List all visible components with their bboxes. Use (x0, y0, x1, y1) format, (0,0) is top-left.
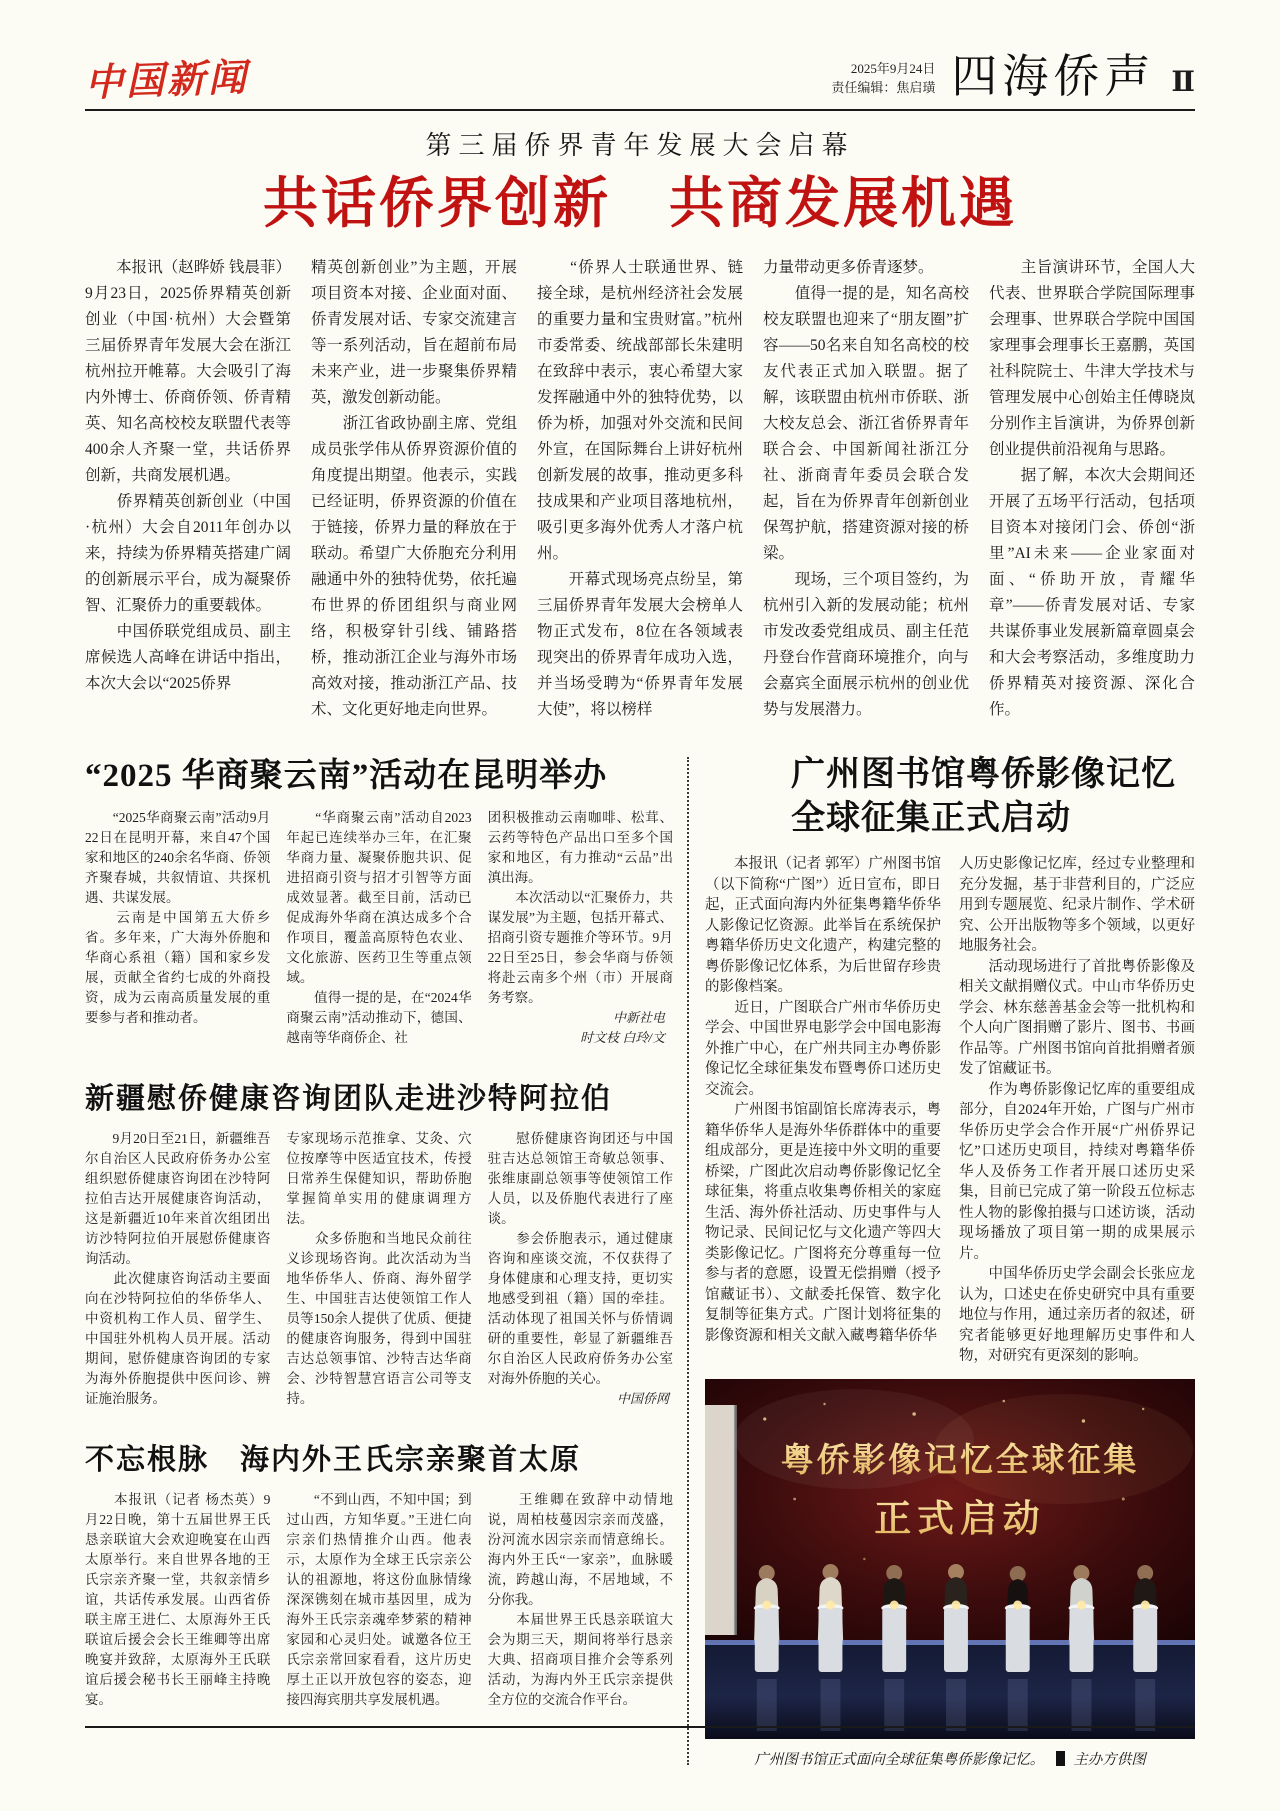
header-right (831, 51, 1195, 102)
lead-kicker: 第三届侨界青年发展大会启幕 (425, 131, 855, 160)
wang-columns (85, 1490, 673, 1710)
lead-column-4: 力量带动更多侨青逐梦。 值得一提的是，知名高校校友联盟也迎来了“朋友圈”扩容——50名来自知名高校的校友代表正式加入联盟。据了解，该联盟由杭州市侨联、浙大校友总会、浙江省侨界青年联合会、中国新闻社浙江分社、浙商青年委员会联合发起，旨在为侨界青年创新创业保驾护航，搭建资源对接的桥梁。 现场，三个项目签约，为杭州引入新的发展动能；杭州市发改委党组成员、副主任范丹登台作营商环境推介，向与会嘉宾全面展示杭州的创业优势与发展潜力。 (763, 259, 969, 719)
photo-caption-credit: 主办方供图 (1073, 1751, 1146, 1768)
yunnan-column-2: “华商聚云南”活动自2023年起已连续举办三年，在汇聚华商力量、凝聚侨胞共识、促进招商引资与招才引智等方面成效显著。截至目前，活动已促成海外华商在滇达成多个合作项目，覆盖高原特色农业、文化旅游、医药卫生等重点领域。 值得一提的是，在“2024华商聚云南”活动推动下，德国、越南等华商侨企、社 (286, 810, 472, 1046)
lead-column-5: 主旨演讲环节，全国人大代表、世界联合学院国际理事会理事、世界联合学院中国国家理事会理事长王嘉鹏，英国社科院院士、牛津大学技术与管理发展中心创始主任傅晓岚分别作主旨演讲，为侨界创新创业提供前沿视角与思路。 据了解，本次大会期间还开展了五场平行活动，包括项目资本对接闭门会、侨创“浙里”AI未来——企业家面对面、“侨助开放，青耀华章”——侨青发展对话、专家共谋侨事业发展新篇章圆桌会和大会考察活动，多维度助力侨界精英对接资源、深化合作。 (989, 259, 1195, 719)
lead-article (85, 125, 1195, 723)
lead-column-3: “侨界人士联通世界、链接全球，是杭州经济社会发展的重要力量和宝贵财富。”杭州市委常委、统战部部长朱建明在致辞中表示，衷心希望大家发挥融通中外的独特优势，以侨为桥，加强对外交流和民间外宣，在国际舞台上讲好杭州创新发展的故事，推动更多科技成果和产业项目落地杭州，吸引更多海外优秀人才落户杭州。 开幕式现场亮点纷呈，第三届侨界青年发展大会榜单人物正式发布，8位在各领域表现突出的侨界青年成功入选，并当场受聘为“侨界青年发展大使”，将以榜样 (537, 259, 743, 719)
ceremony-photo-figure (705, 1379, 1195, 1769)
wang-column-2: “不到山西，不知中国；到过山西，方知华夏。”王进仁向宗亲们热情推介山西。他表示，太原作为全球王氏宗亲公认的祖源地，将这份血脉情缘深深镌刻在城市基因里，成为海外王氏宗亲魂牵梦萦的精神家园和心灵归处。诚邀各位王氏宗亲常回家看看，这片历史厚土正以开放包容的姿态，迎接四海宾朋共享发展机遇。 (286, 1492, 472, 1708)
xinjiang-headline: 新疆慰侨健康咨询团队走进沙特阿拉伯 (85, 1083, 613, 1116)
section-title: 四海侨声 (951, 51, 1156, 102)
guangzhou-column-1: 本报讯（记者 郭军）广州图书馆（以下简称“广图”）近日宣布，即日起，正式面向海内外征集粤籍华侨华人影像记忆资源。此举旨在系统保护粤籍华侨历史文化遗产，构建完整的粤侨影像记忆体系，为后世留存珍贵的影像档案。 近日，广图联合广州市华侨历史学会、中国世界电影学会中国电影海外推广中心，在广州共同主办粤侨影像记忆全球征集发布暨粤侨口述历史交流会。 广州图书馆副馆长席涛表示，粤籍华侨华人是海外华侨群体中的重要组成部分，更是连接中外文明的重要桥梁，广图此次启动粤侨影像记忆全球征集，将重点收集粤侨相关的家庭生活、海外侨社活动、历史事件与人物记录、民间记忆与文化遗产等四大类影像记忆。广图将充分尊重每一位参与者的意愿，设置无偿捐赠（授予馆藏证书）、文献委托保管、数字化复制等征集方式。广图计划将征集的影像资源和相关文献入藏粤籍华侨华 (705, 856, 941, 1344)
lead-columns (85, 255, 1195, 723)
article-yunnan (85, 749, 673, 1048)
page-header (84, 44, 1195, 105)
xinjiang-credit: 中国侨网 (616, 1391, 669, 1407)
guangzhou-column-2: 人历史影像记忆库，经过专业整理和充分发掘，基于非营利目的，广泛应用到专题展览、纪录片制作、学术研究、公开出版物等多个领域，以更好地服务社会。 活动现场进行了首批粤侨影像及相关文献捐赠仪式。中山市华侨历史学会、林东慈善基金会等一批机构和个人向广图捐赠了影片、图书、书画作品等。广州图书馆向首批捐赠者颁发了馆藏证书。 作为粤侨影像记忆库的重要组成部分，自2024年开始，广图与广州市华侨历史学会合作开展“广州侨界记忆”口述历史项目，持续对粤籍华侨华人及侨务工作者开展口述历史采集，目前已完成了第一阶段五位标志性人物的影像拍摄与口述访谈，活动现场播放了项目第一期的成果展示片。 中国华侨历史学会副会长张应龙认为，口述史在侨史研究中具有重要地位与作用，通过亲历者的叙述，研究者能够更好地理解历史事件和人物，对研究有更深刻的影响。 (959, 856, 1195, 1365)
yunnan-column-1: “2025华商聚云南”活动9月22日在昆明开幕，来自47个国家和地区的240余名华商、侨领齐聚春城，共叙情谊、共探机遇、共谋发展。 云南是中国第五大侨乡省。多年来，广大海外侨胞和华商心系祖（籍）国和家乡发展，贡献全省约七成的外商投资，成为云南高质量发展的重要参与者和推动者。 (85, 810, 271, 1026)
page-number-marker: Ⅱ (1171, 67, 1195, 98)
article-wang (85, 1437, 673, 1710)
xinjiang-column-2: 专家现场示范推拿、艾灸、穴位按摩等中医适宜技术，传授日常养生保健知识，帮助侨胞掌握简单实用的健康调理方法。 众多侨胞和当地民众前往义诊现场咨询。此次活动为当地华侨华人、侨商、海外留学生、中国驻吉达使领馆工作人员等150余人提供了优质、便捷的健康咨询服务，得到中国驻吉达总领事馆、沙特吉达华商会、沙特智慧宫语言公司等支持。 (286, 1131, 472, 1407)
yunnan-byline-agency: 中新社电 (612, 1010, 665, 1026)
photo-caption-text: 广州图书馆正式面向全球征集粤侨影像记忆。 (754, 1751, 1045, 1768)
xinjiang-column-1: 9月20日至21日，新疆维吾尔自治区人民政府侨务办公室组织慰侨健康咨询团在沙特阿拉伯吉达开展健康咨询活动，这是新疆近10年来首次组团出访沙特阿拉伯开展慰侨健康咨询活动。 此次健康咨询活动主要面向在沙特阿拉伯的华侨华人、中资机构工作人员、留学生、中国驻外机构人员开展。活动期间，慰侨健康咨询团的专家为海外侨胞提供中医问诊、辨证施治服务。 (85, 1131, 271, 1407)
photo-banner-line2: 正式启动 (874, 1497, 1046, 1539)
yunnan-headline: “2025 华商聚云南”活动在昆明举办 (85, 758, 608, 795)
yunnan-column-3 (488, 808, 673, 1048)
wang-headline: 不忘根脉 海内外王氏宗亲聚首太原 (85, 1444, 582, 1477)
guangzhou-columns (705, 854, 1195, 1367)
masthead-logo: 中国新闻 (84, 57, 250, 105)
publish-date: 2025年9月24日 (850, 61, 936, 76)
yunnan-byline-authors: 时文枝 白玲/文 (580, 1030, 665, 1046)
ceremony-photo (705, 1379, 1195, 1739)
yunnan-column-3-text: 团积极推动云南咖啡、松茸、云药等特色产品出口至多个国家和地区，有力推动“云品”出滇出海。 本次活动以“汇聚侨力，共谋发展”为主题，包括开幕式、招商引资专题推介等环节。9月22日至25日，参会华商与侨领将赴云南多个州（市）开展商务考察。 (487, 810, 673, 1006)
vertical-dotted-divider (687, 757, 689, 1765)
caption-square-icon (1056, 1751, 1065, 1766)
editor-line: 责任编辑：焦启璜 (831, 80, 936, 95)
article-guangzhou (705, 753, 1195, 1769)
photo-banner-line1: 粤侨影像记忆全球征集 (780, 1442, 1140, 1479)
yunnan-columns (85, 808, 673, 1048)
lead-column-1: 本报讯（赵晔娇 钱晨菲）9月23日，2025侨界精英创新创业（中国·杭州）大会暨第三届侨界青年发展大会在浙江杭州拉开帷幕。大会吸引了海内外博士、侨商侨领、侨青精英、知名高校校友联盟代表等400余人齐聚一堂，共话侨界创新，共商发展机遇。 侨界精英创新创业（中国·杭州）大会自2011年创办以来，持续为侨界精英搭建广阔的创新展示平台，成为凝聚侨智、汇聚侨力的重要载体。 中国侨联党组成员、副主席候选人高峰在讲话中指出，本次大会以“2025侨界 (85, 259, 291, 693)
stage-screen (705, 1405, 735, 1635)
guangzhou-headline (705, 753, 1195, 840)
photo-caption (705, 1748, 1195, 1769)
lower-section (85, 749, 1195, 1769)
guangzhou-headline-line2: 全球征集正式启动 (791, 799, 1071, 837)
bottom-rule (85, 1726, 1195, 1728)
left-region (85, 749, 673, 1769)
right-region (705, 749, 1195, 1769)
date-editor-block (831, 59, 935, 100)
guangzhou-headline-line1: 广州图书馆粤侨影像记忆 (791, 756, 1176, 794)
wang-column-1: 本报讯（记者 杨杰英）9月22日晚，第十五届世界王氏恳亲联谊大会欢迎晚宴在山西太原举行。来自世界各地的王氏宗亲齐聚一堂，共叙亲情乡谊，共话传承发展。山西省侨联主席王进仁、太原海外王氏联谊后援会会长王维卿等出席晚宴并致辞，太原海外王氏联谊后援会秘书长王丽峰主持晚宴。 (85, 1492, 271, 1708)
xinjiang-column-3 (488, 1129, 673, 1409)
xinjiang-columns (85, 1129, 673, 1409)
article-xinjiang (85, 1076, 673, 1409)
xinjiang-column-3-text: 慰侨健康咨询团还与中国驻吉达总领馆王奇敏总领事、张维康副总领事等使领馆工作人员，以及侨胞代表进行了座谈。 参会侨胞表示，通过健康咨询和座谈交流，不仅获得了身体健康和心理支持，更切实地感受到祖（籍）国的牵挂。活动体现了祖国关怀与侨情调研的重要性，彰显了新疆维吾尔自治区人民政府侨务办公室对海外侨胞的关心。 (487, 1131, 673, 1387)
header-rule (85, 109, 1195, 111)
wang-column-3: 王维卿在致辞中动情地说，周柏枝蔓因宗亲而茂盛，汾河流水因宗亲而情意绵长。海内外王氏“一家亲”，血脉暖流，跨越山海，不居地域，不分你我。 本届世界王氏恳亲联谊大会为期三天，期间将举行恳亲大典、招商项目推介会等系列活动，为海内外王氏宗亲提供全方位的交流合作平台。 (487, 1492, 673, 1708)
lead-column-2: 精英创新创业”为主题，开展项目资本对接、企业面对面、侨青发展对话、专家交流建言等一系列活动，旨在超前布局未来产业，进一步聚集侨界精英，激发创新动能。 浙江省政协副主席、党组成员张学伟从侨界资源价值的角度提出期望。他表示，实践已经证明，侨界资源的价值在于链接，侨界力量的释放在于联动。希望广大侨胞充分利用融通中外的独特优势，依托遍布世界的侨团组织与商业网络，积极穿针引线、铺路搭桥，推动浙江企业与海外市场高效对接，推动浙江产品、技术、文化更好地走向世界。 (311, 259, 517, 719)
lead-headline: 共话侨界创新 共商发展机遇 (262, 173, 1017, 234)
